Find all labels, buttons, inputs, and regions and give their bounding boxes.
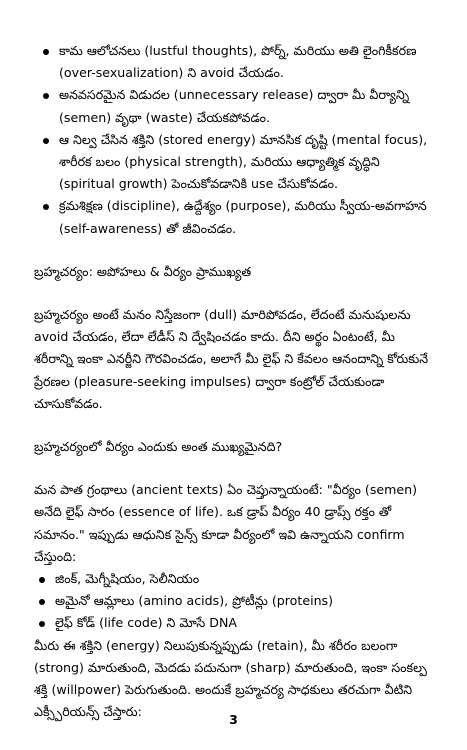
practice-list (34, 40, 434, 240)
list-item: అమైనో ఆమ్లాలు (amino acids), ప్రోటీన్లు (proteins) (34, 590, 434, 612)
paragraph: బ్రహ్మచర్యం అంటే మనం నిస్తేజంగా (dull) మారిపోవడం, లేదంటే మనుషులను avoid చేయడం, లేదా లేడీస్ ని ద్వేషించడం కాదు. దీని అర్థం ఏంటంటే, మీ శరీరాన్ని ఇంకా ఎనర్జీని గౌరవించడం, అలాగే మీ లైఫ్ ని కేవలం ఆనందాన్ని కోరుకునే ప్రేరణల (pleasure-seeking impulses) ద్వారా కంట్రోల్ చేయకుండా చూసుకోవడం. (34, 307, 429, 411)
list-item: జింక్, మెగ్నీషియం, సెలీనియం (34, 568, 434, 590)
paragraph: మన పాత గ్రంథాలు (ancient texts) ఏం చెప్తున్నాయంటే: "వీర్యం (semen) అనేది లైఫ్ సారం (essence of life). ఒక డ్రాప్ వీర్యం 40 డ్రాప్స్ రక్తం తో సమానం." ఇప్పుడు ఆధునిక సైన్స్ కూడా వీర్యంలో ఇవి ఉన్నాయని confirm చేస్తుంది: (34, 482, 418, 564)
section-heading: బ్రహ్మచర్యం: అపోహలు & వీర్యం ప్రాముఖ్యత (34, 263, 252, 279)
section-heading: బ్రహ్మచర్యంలో వీర్యం ఎందుకు అంత ముఖ్యమైనది? (34, 439, 283, 455)
semen-contents-list (34, 568, 434, 635)
list-item: కామ ఆలోచనలు (lustful thoughts), పోర్న్, మరియు అతి లైంగికీకరణ (over-sexualization) ని avoid చేయడం. (34, 40, 434, 84)
page-number: 3 (229, 712, 238, 727)
list-item: అనవసరమైన విడుదల (unnecessary release) ద్వారా మీ వీర్యాన్ని (semen) వృథా (waste) చేయకపోవడం. (34, 84, 434, 128)
list-item: ఆ నిల్వ చేసిన శక్తిని (stored energy) మానసిక దృష్టి (mental focus), శారీరక బలం (physical strength), మరియు ఆధ్యాత్మిక వృద్ధిని (spiritual growth) పెంచుకోవడానికి use చేసుకోవడం. (34, 129, 434, 196)
page-content (34, 40, 434, 723)
list-item: క్రమశిక్షణ (discipline), ఉద్దేశ్యం (purpose), మరియు స్వీయ-అవగాహన (self-awareness) తో జీవించడం. (34, 195, 434, 239)
paragraph: మీరు ఈ శక్తిని (energy) నిలుపుకున్నప్పుడు (retain), మీ శరీరం బలంగా (strong) మారుతుంది, మెదడు పదునుగా (sharp) మారుతుంది, ఇంకా సంకల్ప శక్తి (willpower) పెరుగుతుంది. అందుకే బ్రహ్మచర్య సాధకులు తరచుగా వీటిని ఎక్స్పీరియన్స్ చేస్తారు: (34, 637, 427, 720)
list-item: లైఫ్ కోడ్ (life code) ని మోసే DNA (34, 612, 434, 634)
